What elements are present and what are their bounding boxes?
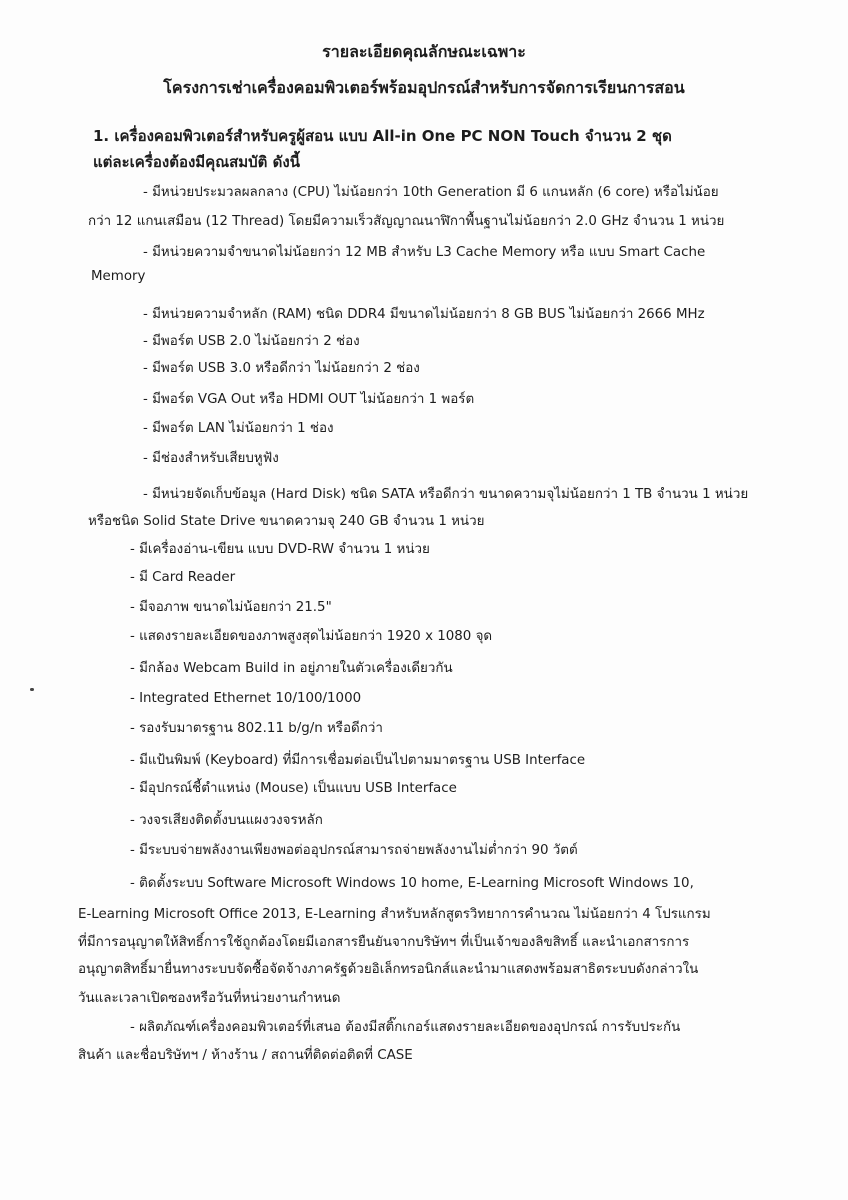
spec-line: - มีกล้อง Webcam Build in อยู่ภายในตัวเครื่องเดียวกัน <box>130 661 453 676</box>
spec-line: - วงจรเสียงติดตั้งบนแผงวงจรหลัก <box>130 813 323 828</box>
spec-line: - มีหน่วยจัดเก็บข้อมูล (Hard Disk) ชนิด SATA หรือดีกว่า ขนาดความจุไม่น้อยกว่า 1 TB จำนวน 1 หน่วย <box>143 487 749 502</box>
spec-line: - รองรับมาตรฐาน 802.11 b/g/n หรือดีกว่า <box>130 721 383 736</box>
document-subtitle: โครงการเช่าเครื่องคอมพิวเตอร์พร้อมอุปกรณ์สำหรับการจัดการเรียนการสอน <box>163 78 685 97</box>
spec-line: - มีอุปกรณ์ชี้ตำแหน่ง (Mouse) เป็นแบบ USB Interface <box>130 781 457 796</box>
spec-line: - มีพอร์ต VGA Out หรือ HDMI OUT ไม่น้อยกว่า 1 พอร์ต <box>143 392 475 407</box>
spec-line: - มีพอร์ต USB 2.0 ไม่น้อยกว่า 2 ช่อง <box>143 334 360 349</box>
scan-speck <box>30 688 34 691</box>
spec-line: - มีหน่วยประมวลผลกลาง (CPU) ไม่น้อยกว่า 10th Generation มี 6 แกนหลัก (6 core) หรือไม่น้อย <box>143 185 719 200</box>
document-title: รายละเอียดคุณลักษณะเฉพาะ <box>322 42 526 61</box>
spec-line: - มีแป้นพิมพ์ (Keyboard) ที่มีการเชื่อมต่อเป็นไปตามมาตรฐาน USB Interface <box>130 753 586 768</box>
spec-line: ที่มีการอนุญาตให้สิทธิ์การใช้ถูกต้องโดยมีเอกสารยืนยันจากบริษัทฯ ที่เป็นเจ้าของลิขสิทธิ์ และนำเอกสารการ <box>78 935 690 950</box>
spec-line: กว่า 12 แกนเสมือน (12 Thread) โดยมีความเร็วสัญญาณนาฬิกาพื้นฐานไม่น้อยกว่า 2.0 GHz จำนวน 1 หน่วย <box>88 214 725 229</box>
spec-line: - มี Card Reader <box>130 570 236 585</box>
spec-line: - มีช่องสำหรับเสียบหูฟัง <box>143 451 279 466</box>
spec-line: - มีเครื่องอ่าน-เขียน แบบ DVD-RW จำนวน 1 หน่วย <box>130 542 430 557</box>
spec-line: - มีจอภาพ ขนาดไม่น้อยกว่า 21.5" <box>130 600 332 615</box>
spec-line: - ผลิตภัณฑ์เครื่องคอมพิวเตอร์ที่เสนอ ต้องมีสติ๊กเกอร์แสดงรายละเอียดของอุปกรณ์ การรับประกัน <box>130 1020 681 1035</box>
section-heading-continued: แต่ละเครื่องต้องมีคุณสมบัติ ดังนี้ <box>93 153 300 171</box>
spec-line: - มีระบบจ่ายพลังงานเพียงพอต่ออุปกรณ์สามารถจ่ายพลังงานไม่ต่ำกว่า 90 วัตต์ <box>130 843 578 858</box>
spec-line: - Integrated Ethernet 10/100/1000 <box>130 691 362 706</box>
spec-line: E-Learning Microsoft Office 2013, E-Learning สำหรับหลักสูตรวิทยาการคำนวณ ไม่น้อยกว่า 4 โปรแกรม <box>78 907 711 922</box>
spec-line: - มีพอร์ต LAN ไม่น้อยกว่า 1 ช่อง <box>143 421 334 436</box>
spec-line: - มีหน่วยความจำหลัก (RAM) ชนิด DDR4 มีขนาดไม่น้อยกว่า 8 GB BUS ไม่น้อยกว่า 2666 MHz <box>143 307 705 322</box>
spec-line: วันและเวลาเปิดซองหรือวันที่หน่วยงานกำหนด <box>78 991 341 1006</box>
section-heading: 1. เครื่องคอมพิวเตอร์สำหรับครูผู้สอน แบบ All-in One PC NON Touch จำนวน 2 ชุด <box>93 127 672 145</box>
spec-line: สินค้า และชื่อบริษัทฯ / ห้างร้าน / สถานที่ติดต่อติดที่ CASE <box>78 1048 413 1063</box>
spec-line: หรือชนิด Solid State Drive ขนาดความจุ 240 GB จำนวน 1 หน่วย <box>88 514 485 529</box>
spec-line: - มีพอร์ต USB 3.0 หรือดีกว่า ไม่น้อยกว่า 2 ช่อง <box>143 361 420 376</box>
spec-line: อนุญาตสิทธิ์มายื่นทางระบบจัดซื้อจัดจ้างภาครัฐด้วยอิเล็กทรอนิกส์และนำมาแสดงพร้อมสาธิตระบบดังกล่าวใน <box>78 962 699 977</box>
spec-line: - ติดตั้งระบบ Software Microsoft Windows 10 home, E-Learning Microsoft Windows 10, <box>130 876 694 891</box>
spec-line: - มีหน่วยความจำขนาดไม่น้อยกว่า 12 MB สำหรับ L3 Cache Memory หรือ แบบ Smart Cache <box>143 245 706 260</box>
spec-line: - แสดงรายละเอียดของภาพสูงสุดไม่น้อยกว่า 1920 x 1080 จุด <box>130 629 493 644</box>
spec-line: Memory <box>91 269 146 284</box>
